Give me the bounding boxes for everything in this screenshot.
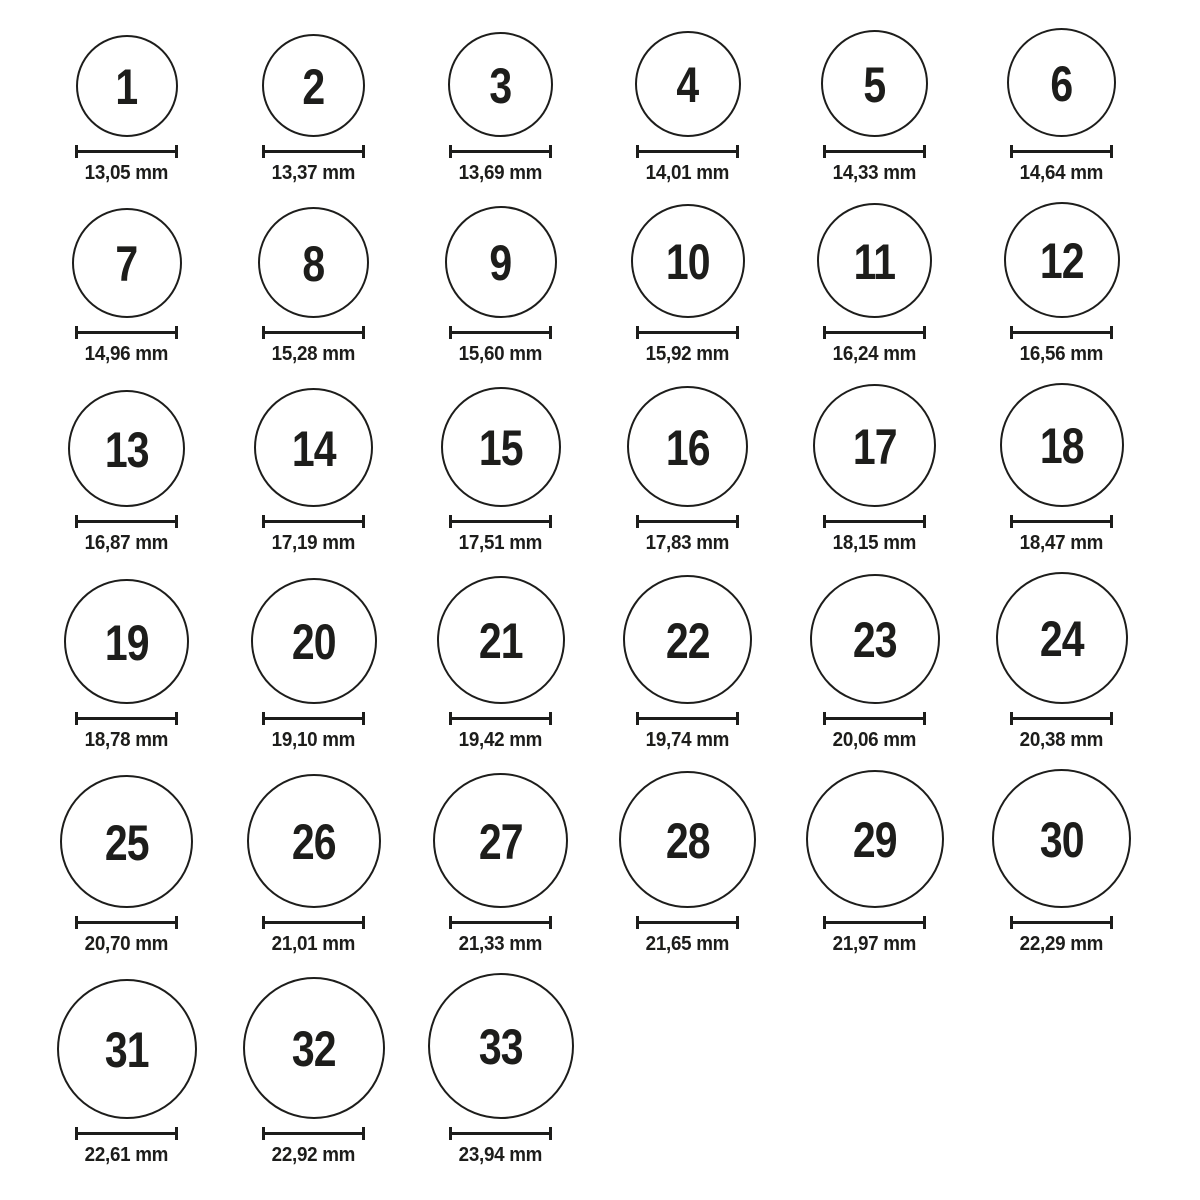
ring-size-number: 10 bbox=[665, 234, 710, 290]
measure-tick-right bbox=[736, 916, 739, 929]
ring-size-cell bbox=[247, 774, 381, 973]
ring-size-number: 32 bbox=[291, 1021, 336, 1077]
diameter-measure-bar bbox=[75, 326, 178, 339]
diameter-measure-bar bbox=[1010, 326, 1113, 339]
ring-size-circle bbox=[258, 207, 369, 318]
ring-size-number: 33 bbox=[478, 1019, 523, 1075]
measure-line bbox=[263, 331, 364, 334]
diameter-label: 17,83 mm bbox=[645, 532, 730, 554]
ring-size-number: 26 bbox=[291, 814, 336, 870]
ring-size-cell bbox=[810, 574, 940, 769]
ring-size-cell bbox=[627, 386, 748, 572]
ring-size-cell bbox=[433, 773, 568, 973]
measure-line bbox=[637, 520, 738, 523]
measure-tick-right bbox=[1110, 515, 1113, 528]
measure-line bbox=[263, 520, 364, 523]
ring-size-cell bbox=[251, 578, 377, 769]
ring-size-number: 21 bbox=[478, 613, 523, 669]
measure-line bbox=[637, 331, 738, 334]
ring-size-number: 22 bbox=[665, 612, 710, 669]
ring-size-circle bbox=[445, 206, 557, 318]
diameter-measure-bar bbox=[75, 145, 178, 158]
measure-line bbox=[450, 1132, 551, 1135]
measure-tick-right bbox=[923, 712, 926, 725]
diameter-label: 22,92 mm bbox=[271, 1144, 356, 1166]
diameter-label: 19,74 mm bbox=[645, 729, 730, 751]
ring-size-number: 25 bbox=[104, 814, 149, 871]
measure-tick-right bbox=[362, 515, 365, 528]
ring-size-cell bbox=[821, 30, 928, 202]
ring-size-number: 7 bbox=[115, 236, 138, 292]
measure-line bbox=[1011, 717, 1112, 720]
diameter-label: 14,64 mm bbox=[1019, 162, 1104, 184]
measure-line bbox=[450, 331, 551, 334]
ring-size-number: 18 bbox=[1039, 418, 1084, 474]
diameter-label: 13,05 mm bbox=[84, 162, 169, 184]
ring-size-cell bbox=[72, 208, 182, 383]
diameter-measure-bar bbox=[823, 916, 926, 929]
ring-size-number: 8 bbox=[302, 235, 325, 292]
ring-size-cell bbox=[1007, 28, 1116, 202]
ring-size-cell bbox=[60, 775, 193, 973]
measure-tick-right bbox=[362, 916, 365, 929]
diameter-label: 16,87 mm bbox=[84, 532, 169, 554]
measure-tick-right bbox=[549, 515, 552, 528]
diameter-measure-bar bbox=[449, 326, 552, 339]
diameter-measure-bar bbox=[262, 145, 365, 158]
ring-size-cell bbox=[992, 769, 1131, 973]
diameter-label: 21,65 mm bbox=[645, 933, 730, 955]
measure-line bbox=[1011, 921, 1112, 924]
measure-line bbox=[263, 921, 364, 924]
measure-line bbox=[824, 717, 925, 720]
ring-size-number: 29 bbox=[852, 812, 897, 868]
measure-tick-right bbox=[175, 515, 178, 528]
ring-size-circle bbox=[817, 203, 932, 318]
measure-tick-right bbox=[923, 326, 926, 339]
ring-size-number: 27 bbox=[478, 813, 523, 870]
ring-size-number: 17 bbox=[852, 418, 897, 475]
diameter-measure-bar bbox=[636, 712, 739, 725]
measure-line bbox=[263, 717, 364, 720]
ring-size-circle bbox=[247, 774, 381, 908]
measure-line bbox=[637, 150, 738, 153]
diameter-measure-bar bbox=[1010, 515, 1113, 528]
ring-size-cell bbox=[817, 203, 932, 383]
ring-size-circle bbox=[68, 390, 185, 507]
ring-size-circle bbox=[635, 31, 741, 137]
measure-line bbox=[824, 921, 925, 924]
ring-size-cell bbox=[1000, 383, 1124, 572]
ring-size-cell bbox=[262, 34, 365, 202]
diameter-label: 20,38 mm bbox=[1019, 729, 1104, 751]
diameter-measure-bar bbox=[75, 515, 178, 528]
ring-size-circle bbox=[996, 572, 1128, 704]
diameter-label: 17,19 mm bbox=[271, 532, 356, 554]
diameter-label: 14,96 mm bbox=[84, 343, 169, 365]
ring-size-number: 30 bbox=[1039, 811, 1084, 868]
measure-tick-right bbox=[549, 712, 552, 725]
measure-line bbox=[76, 1132, 177, 1135]
measure-tick-right bbox=[1110, 326, 1113, 339]
ring-size-cell bbox=[806, 770, 944, 973]
ring-size-circle bbox=[813, 384, 936, 507]
ring-size-number: 20 bbox=[291, 614, 336, 670]
measure-line bbox=[450, 921, 551, 924]
measure-tick-right bbox=[175, 326, 178, 339]
ring-size-circle bbox=[627, 386, 748, 507]
ring-size-cell bbox=[619, 771, 756, 973]
diameter-measure-bar bbox=[636, 326, 739, 339]
measure-line bbox=[263, 150, 364, 153]
measure-tick-right bbox=[923, 145, 926, 158]
ring-size-circle bbox=[437, 576, 565, 704]
measure-line bbox=[263, 1132, 364, 1135]
ring-size-cell bbox=[243, 977, 385, 1184]
ring-size-number: 9 bbox=[489, 235, 512, 291]
ring-size-circle bbox=[619, 771, 756, 908]
ring-size-cell bbox=[448, 32, 553, 202]
measure-line bbox=[1011, 331, 1112, 334]
diameter-measure-bar bbox=[262, 712, 365, 725]
ring-size-number: 11 bbox=[853, 233, 896, 290]
diameter-measure-bar bbox=[449, 1127, 552, 1140]
ring-size-circle bbox=[60, 775, 193, 908]
ring-size-number: 16 bbox=[665, 419, 710, 476]
diameter-measure-bar bbox=[262, 1127, 365, 1140]
diameter-label: 22,61 mm bbox=[84, 1144, 169, 1166]
diameter-label: 22,29 mm bbox=[1019, 933, 1104, 955]
diameter-label: 15,60 mm bbox=[458, 343, 543, 365]
ring-size-number: 13 bbox=[104, 421, 149, 478]
ring-size-circle bbox=[72, 208, 182, 318]
measure-tick-right bbox=[175, 1127, 178, 1140]
diameter-measure-bar bbox=[449, 916, 552, 929]
diameter-label: 18,78 mm bbox=[84, 729, 169, 751]
measure-tick-right bbox=[736, 145, 739, 158]
ring-size-number: 14 bbox=[291, 420, 336, 477]
diameter-label: 13,37 mm bbox=[271, 162, 356, 184]
ring-size-cell bbox=[428, 973, 574, 1184]
measure-tick-right bbox=[362, 326, 365, 339]
ring-size-circle bbox=[1000, 383, 1124, 507]
diameter-measure-bar bbox=[75, 712, 178, 725]
measure-tick-right bbox=[736, 326, 739, 339]
diameter-label: 19,10 mm bbox=[271, 729, 356, 751]
ring-size-cell bbox=[1004, 202, 1120, 383]
ring-size-number: 23 bbox=[852, 612, 897, 668]
diameter-measure-bar bbox=[449, 712, 552, 725]
ring-size-cell bbox=[254, 388, 373, 572]
ring-size-number: 31 bbox=[104, 1022, 149, 1078]
ring-size-number: 4 bbox=[676, 57, 699, 113]
ring-size-circle bbox=[992, 769, 1131, 908]
ring-size-number: 5 bbox=[863, 56, 886, 113]
diameter-measure-bar bbox=[75, 916, 178, 929]
diameter-label: 18,47 mm bbox=[1019, 532, 1104, 554]
ring-size-number: 15 bbox=[478, 420, 523, 476]
diameter-measure-bar bbox=[449, 515, 552, 528]
ring-size-circle bbox=[1004, 202, 1120, 318]
measure-tick-right bbox=[549, 145, 552, 158]
ring-size-number: 28 bbox=[665, 812, 710, 869]
diameter-measure-bar bbox=[636, 145, 739, 158]
measure-line bbox=[76, 150, 177, 153]
diameter-label: 16,56 mm bbox=[1019, 343, 1104, 365]
measure-tick-right bbox=[362, 712, 365, 725]
diameter-measure-bar bbox=[1010, 916, 1113, 929]
ring-size-number: 12 bbox=[1039, 233, 1084, 289]
measure-tick-right bbox=[362, 1127, 365, 1140]
measure-tick-right bbox=[736, 712, 739, 725]
ring-size-circle bbox=[57, 979, 197, 1119]
ring-size-circle bbox=[821, 30, 928, 137]
measure-tick-right bbox=[549, 326, 552, 339]
measure-tick-right bbox=[923, 515, 926, 528]
diameter-measure-bar bbox=[636, 515, 739, 528]
diameter-label: 15,28 mm bbox=[271, 343, 356, 365]
diameter-measure-bar bbox=[75, 1127, 178, 1140]
ring-size-circle bbox=[631, 204, 745, 318]
measure-line bbox=[76, 520, 177, 523]
diameter-label: 14,01 mm bbox=[645, 162, 730, 184]
ring-size-cell bbox=[631, 204, 745, 383]
ring-size-circle bbox=[428, 973, 574, 1119]
ring-size-number: 24 bbox=[1039, 611, 1084, 667]
ring-size-circle bbox=[810, 574, 940, 704]
measure-line bbox=[76, 921, 177, 924]
ring-size-circle bbox=[76, 35, 178, 137]
ring-size-circle bbox=[251, 578, 377, 704]
ring-size-cell bbox=[996, 572, 1128, 769]
measure-line bbox=[450, 717, 551, 720]
measure-line bbox=[76, 331, 177, 334]
diameter-measure-bar bbox=[636, 916, 739, 929]
measure-tick-right bbox=[175, 916, 178, 929]
measure-tick-right bbox=[175, 145, 178, 158]
ring-size-circle bbox=[243, 977, 385, 1119]
diameter-measure-bar bbox=[262, 916, 365, 929]
diameter-label: 21,97 mm bbox=[832, 933, 917, 955]
ring-size-number: 6 bbox=[1050, 55, 1073, 112]
measure-tick-right bbox=[1110, 145, 1113, 158]
ring-size-cell bbox=[68, 390, 185, 572]
measure-line bbox=[1011, 150, 1112, 153]
ring-size-cell bbox=[75, 35, 178, 202]
ring-size-circle bbox=[448, 32, 553, 137]
ring-size-cell bbox=[623, 575, 752, 769]
ring-size-cell bbox=[437, 576, 565, 769]
diameter-label: 15,92 mm bbox=[645, 343, 730, 365]
measure-line bbox=[76, 717, 177, 720]
ring-size-cell bbox=[635, 31, 741, 202]
ring-size-circle bbox=[623, 575, 752, 704]
diameter-measure-bar bbox=[823, 712, 926, 725]
ring-size-cell bbox=[57, 979, 197, 1184]
measure-line bbox=[637, 921, 738, 924]
diameter-measure-bar bbox=[823, 326, 926, 339]
measure-line bbox=[824, 150, 925, 153]
diameter-measure-bar bbox=[1010, 712, 1113, 725]
diameter-label: 20,06 mm bbox=[832, 729, 917, 751]
size-grid bbox=[33, 28, 1200, 1184]
diameter-label: 18,15 mm bbox=[832, 532, 917, 554]
ring-size-number: 3 bbox=[489, 57, 512, 114]
measure-line bbox=[450, 520, 551, 523]
measure-line bbox=[824, 520, 925, 523]
ring-size-circle bbox=[262, 34, 365, 137]
ring-size-circle bbox=[64, 579, 189, 704]
measure-tick-right bbox=[736, 515, 739, 528]
ring-size-circle bbox=[1007, 28, 1116, 137]
measure-tick-right bbox=[549, 1127, 552, 1140]
diameter-label: 21,33 mm bbox=[458, 933, 543, 955]
ring-size-circle bbox=[806, 770, 944, 908]
diameter-label: 14,33 mm bbox=[832, 162, 917, 184]
diameter-measure-bar bbox=[823, 145, 926, 158]
diameter-measure-bar bbox=[262, 326, 365, 339]
ring-size-circle bbox=[441, 387, 561, 507]
measure-tick-right bbox=[923, 916, 926, 929]
diameter-label: 16,24 mm bbox=[832, 343, 917, 365]
ring-size-cell bbox=[64, 579, 189, 769]
measure-tick-right bbox=[175, 712, 178, 725]
ring-size-number: 2 bbox=[302, 58, 325, 115]
measure-line bbox=[824, 331, 925, 334]
diameter-label: 23,94 mm bbox=[458, 1144, 543, 1166]
diameter-label: 20,70 mm bbox=[84, 933, 169, 955]
diameter-label: 21,01 mm bbox=[271, 933, 356, 955]
ring-size-circle bbox=[433, 773, 568, 908]
measure-line bbox=[450, 150, 551, 153]
diameter-measure-bar bbox=[449, 145, 552, 158]
ring-size-circle bbox=[254, 388, 373, 507]
diameter-label: 17,51 mm bbox=[458, 532, 543, 554]
measure-tick-right bbox=[1110, 916, 1113, 929]
diameter-measure-bar bbox=[823, 515, 926, 528]
diameter-label: 13,69 mm bbox=[458, 162, 543, 184]
ring-size-number: 1 bbox=[115, 59, 138, 115]
measure-line bbox=[637, 717, 738, 720]
ring-size-cell bbox=[258, 207, 369, 383]
measure-line bbox=[1011, 520, 1112, 523]
ring-size-cell bbox=[813, 384, 936, 572]
ring-size-cell bbox=[445, 206, 557, 383]
measure-tick-right bbox=[362, 145, 365, 158]
ring-size-number: 19 bbox=[104, 614, 149, 671]
diameter-measure-bar bbox=[1010, 145, 1113, 158]
measure-tick-right bbox=[549, 916, 552, 929]
ring-size-cell bbox=[441, 387, 561, 572]
measure-tick-right bbox=[1110, 712, 1113, 725]
diameter-label: 19,42 mm bbox=[458, 729, 543, 751]
diameter-measure-bar bbox=[262, 515, 365, 528]
